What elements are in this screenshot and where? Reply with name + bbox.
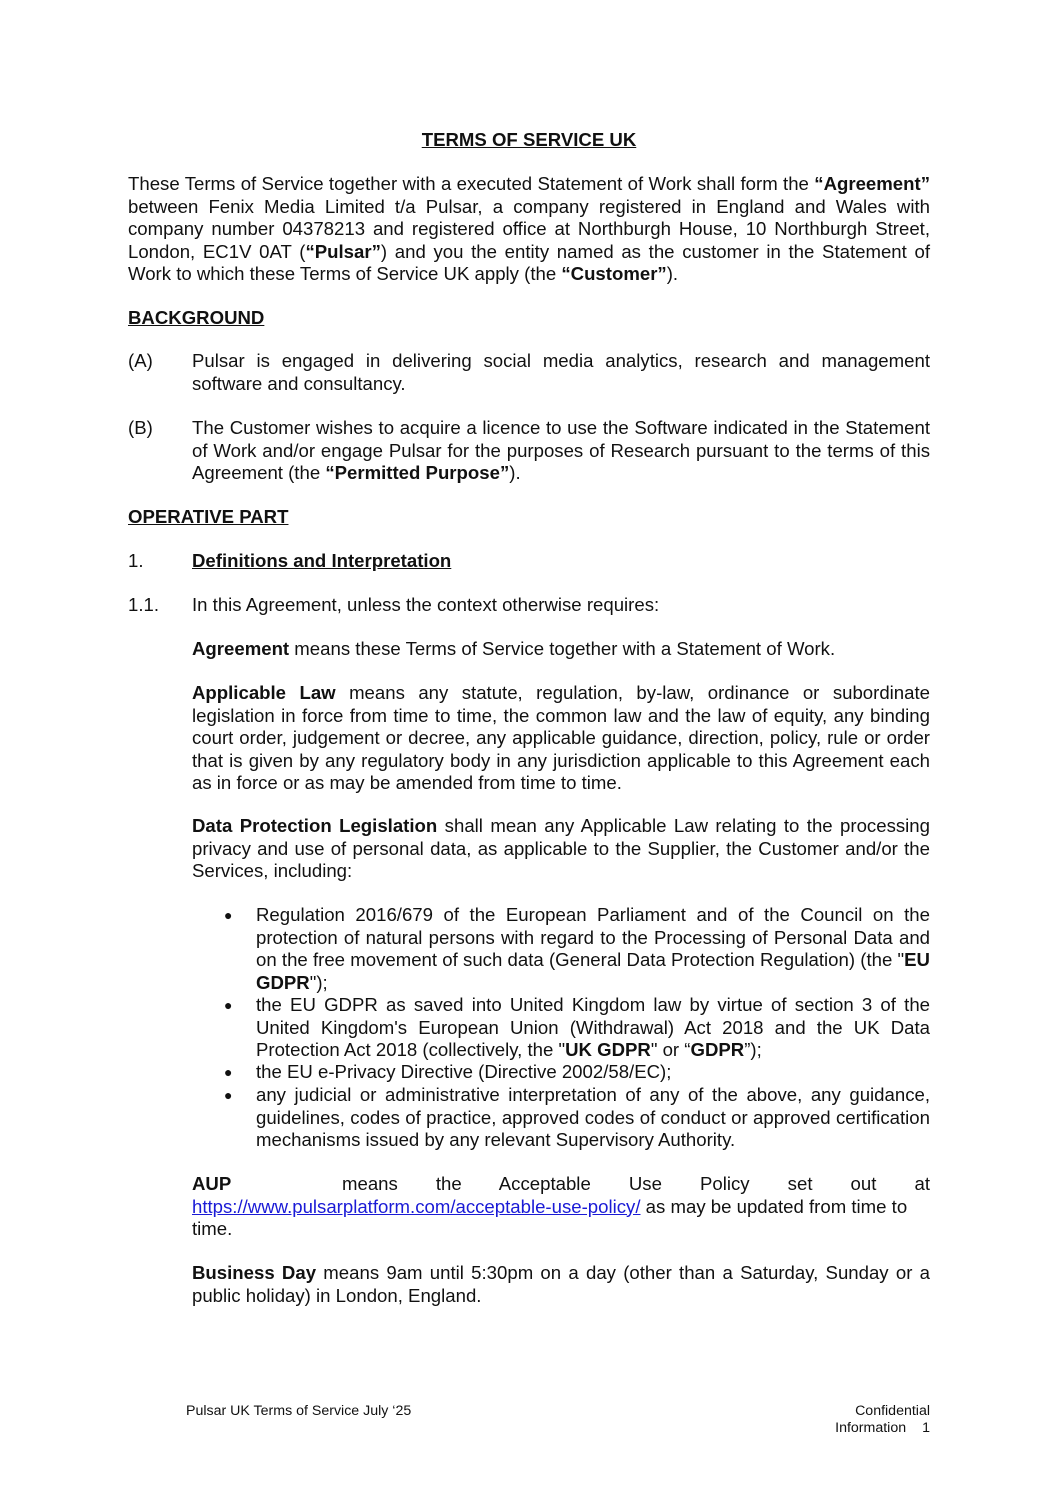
defined-term-eu-gdpr: EU GDPR [256,949,930,993]
clause-number: 1.1. [128,594,160,615]
definition-term: Applicable Law [192,682,336,703]
recital-label-b: (B) [128,417,153,438]
dpl-bullet-eprivacy: the EU e-Privacy Directive (Directive 2002/58/EC); [256,1061,672,1082]
footer-information: Information [835,1420,907,1436]
bullet-icon: ● [224,1087,233,1103]
definition-term: Business Day [192,1262,317,1283]
document-title: TERMS OF SERVICE UK [421,129,637,150]
bullet-text: " or “ [650,1039,691,1060]
defined-term-permitted-purpose: “Permitted Purpose” [325,462,510,483]
definition-applicable-law [192,682,930,795]
recital-label-a: (A) [128,350,153,371]
definition-data-protection-legislation [192,815,930,883]
aup-rest [192,1196,930,1241]
definition-term: Data Protection Legislation [192,815,438,836]
defined-term-gdpr: GDPR [690,1039,745,1060]
bullet-text: Regulation 2016/679 of the European Parliament and of the Council on the protection of natural persons with regard to the Processing of Personal Data and on the free movement of such data (General Data Protection Regulation) (the " [256,904,930,970]
bullet-icon: ● [224,907,233,923]
footer-left: Pulsar UK Terms of Service July ‘25 [186,1403,412,1419]
defined-term-uk-gdpr: UK GDPR [565,1039,651,1060]
defined-term-pulsar: “Pulsar” [305,240,381,262]
aup-link[interactable]: https://www.pulsarplatform.com/acceptable-use-policy/ [192,1195,641,1217]
definition-text: means these Terms of Service together with a Statement of Work. [289,638,836,659]
footer-right [835,1403,930,1437]
bullet-text: "); [309,971,328,993]
definition-text: means the Acceptable Use Policy set out at [342,1173,930,1194]
definition-term: Agreement [192,638,290,659]
definition-business-day [192,1262,930,1307]
section-number: 1. [128,550,144,571]
clause-text: In this Agreement, unless the context otherwise requires: [192,594,660,615]
footer-confidential: Confidential [855,1403,930,1419]
dpl-bullet-eu-gdpr [256,904,930,994]
definition-aup [192,1173,930,1241]
intro-text: ). [666,263,679,284]
dpl-bullet-uk-gdpr [256,994,930,1062]
aup-first-line [192,1173,930,1196]
definition-text: shall mean any Applicable Law relating to the processing privacy and use of personal data, as applicable to the Supplier, the Customer and/or the Services, including: [192,815,930,881]
section-title: Definitions and Interpretation [192,550,452,571]
bullet-icon: ● [224,997,233,1013]
intro-text: ) and you the entity named as the customer in the Statement of Work to which these Terms of Service UK apply (the [128,240,931,284]
footer-info-line [835,1420,930,1437]
definition-term: AUP [192,1173,232,1194]
dpl-bullet-interpretation: any judicial or administrative interpretation of any of the above, any guidance, guidelines, codes of practice, approved codes of conduct or approved certification mechanisms issued by any relevant Supervisory Authority. [256,1084,930,1150]
definition-text: means any statute, regulation, by-law, ordinance or subordinate legislation in force from time to time, the common law and the law of equity, any binding court order, judgement or decree, any applicable guidance, direction, policy, rule or order that is given by any regulatory body in any jurisdiction applicable to this Agreement each as in force or as may be amended from time to time. [192,682,930,793]
defined-term-agreement: “Agreement” [814,173,930,194]
bullet-text: ”); [744,1039,762,1060]
definition-text: as may be updated from time to time. [192,1195,908,1239]
recital-a: Pulsar is engaged in delivering social media analytics, research and management software and consultancy. [192,350,930,394]
definition-text: means 9am until 5:30pm on a day (other than a Saturday, Sunday or a public holiday) in London, England. [192,1262,930,1306]
page-number: 1 [922,1420,930,1436]
bullet-text: the EU GDPR as saved into United Kingdom law by virtue of section 3 of the United Kingdom's European Union (Withdrawal) Act 2018 and the UK Data Protection Act 2018 (collectively, the " [256,994,930,1060]
recital-text: ). [509,462,521,483]
intro-text: These Terms of Service together with a executed Statement of Work shall form the [128,173,815,194]
definition-agreement [192,638,835,661]
background-heading: BACKGROUND [128,307,265,328]
bullet-icon: ● [224,1064,233,1080]
recital-b [192,417,930,485]
defined-term-customer: “Customer” [561,263,667,284]
intro-text: between Fenix Media Limited t/a Pulsar, a company registered in England and Wales with company number 04378213 and registered office at Northburgh House, 10 Northburgh Street, London, EC1V 0AT ( [128,195,930,262]
intro-paragraph [128,173,930,286]
recital-text: The Customer wishes to acquire a licence to use the Software indicated in the Statement of Work and/or engage Pulsar for the purposes of Research pursuant to the terms of this Agreement (the [192,417,930,483]
operative-heading: OPERATIVE PART [128,506,289,527]
